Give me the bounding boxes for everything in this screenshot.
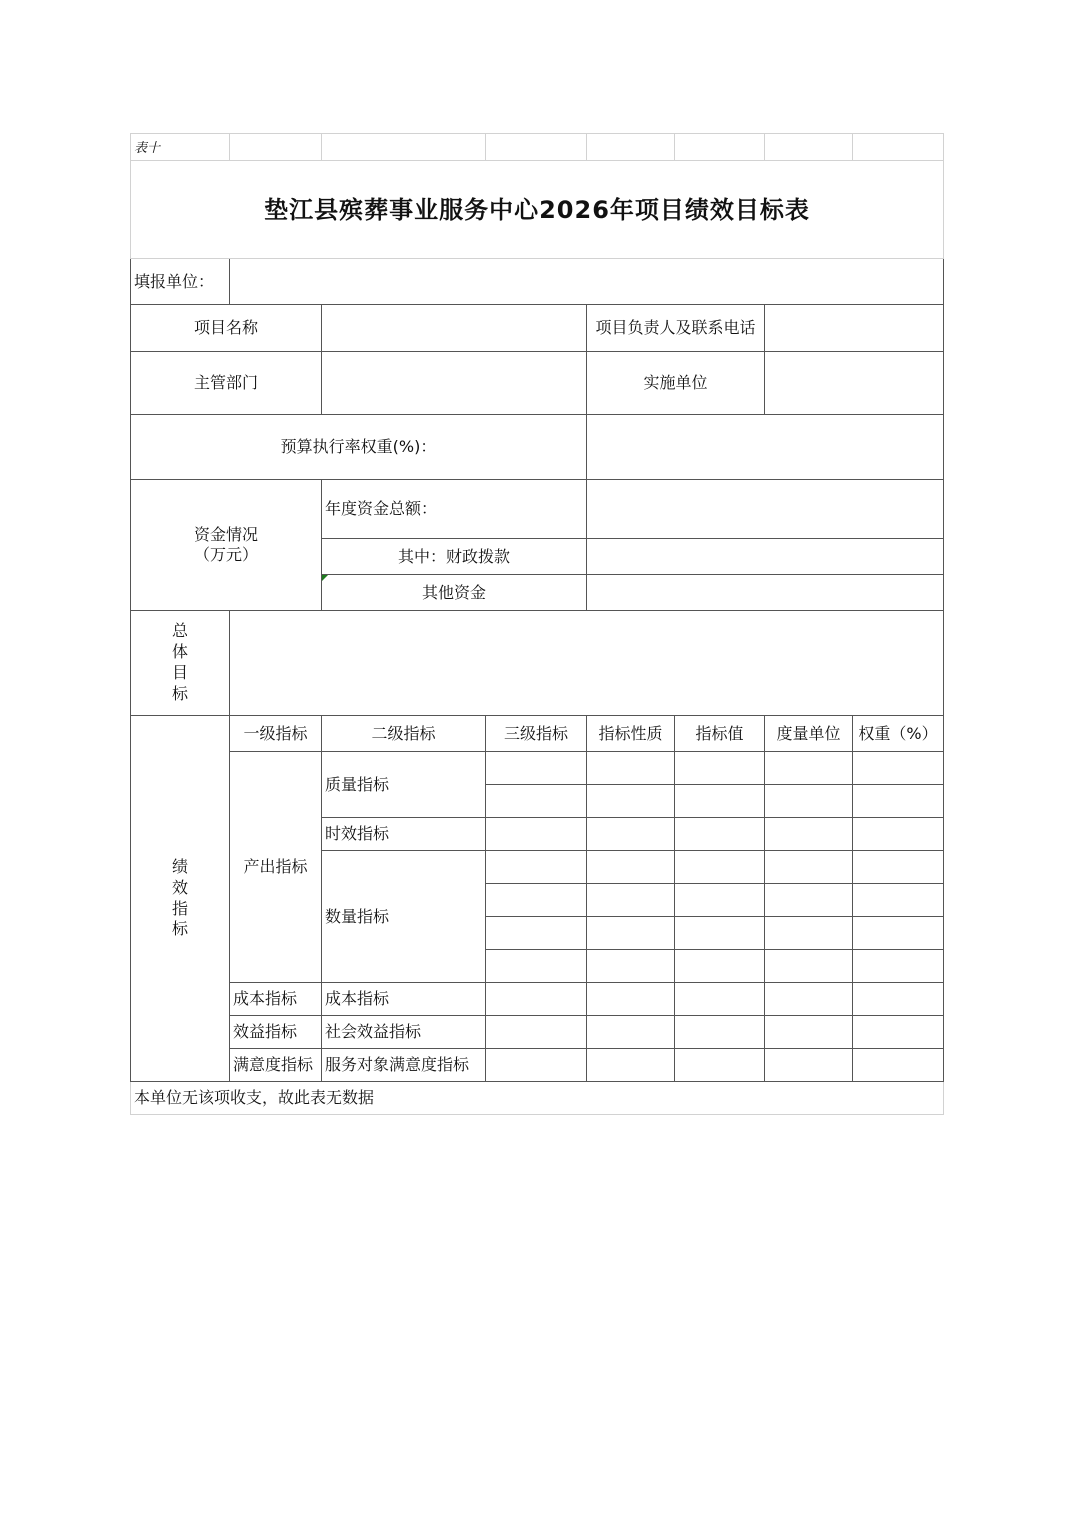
footer-note: 本单位无该项收支，故此表无数据 <box>131 1082 944 1115</box>
indicator-cell[interactable] <box>853 785 944 818</box>
department-value[interactable] <box>322 352 587 415</box>
header-value: 指标值 <box>675 716 765 752</box>
level1-output: 产出指标 <box>230 752 322 983</box>
indicator-cell[interactable] <box>765 950 853 983</box>
indicator-cell[interactable] <box>486 818 587 851</box>
department-label: 主管部门 <box>131 352 322 415</box>
project-name-label: 项目名称 <box>131 305 322 352</box>
funds-total-label: 年度资金总额： <box>322 480 587 539</box>
funds-label-line1: 资金情况 <box>193 525 258 544</box>
level1-benefit: 效益指标 <box>230 1016 322 1049</box>
indicator-cell[interactable] <box>765 851 853 884</box>
indicator-cell[interactable] <box>765 983 853 1016</box>
level2-quantity: 数量指标 <box>322 851 486 983</box>
fill-unit-value[interactable] <box>230 259 944 305</box>
header-unit: 度量单位 <box>765 716 853 752</box>
indicator-cell[interactable] <box>853 1016 944 1049</box>
indicator-cell[interactable] <box>853 818 944 851</box>
indicator-cell[interactable] <box>853 950 944 983</box>
indicator-cell[interactable] <box>486 752 587 785</box>
perf-indicator-label: 绩效指标 <box>131 716 230 1082</box>
level2-cost: 成本指标 <box>322 983 486 1016</box>
indicator-cell[interactable] <box>853 752 944 785</box>
budget-weight-value[interactable] <box>587 415 944 480</box>
funds-other-label: 其他资金 <box>322 575 587 611</box>
header-level2: 二级指标 <box>322 716 486 752</box>
indicator-cell[interactable] <box>765 884 853 917</box>
indicator-cell[interactable] <box>853 884 944 917</box>
indicator-cell[interactable] <box>486 917 587 950</box>
indicator-cell[interactable] <box>587 1049 675 1082</box>
funds-label <box>131 480 322 611</box>
indicator-cell[interactable] <box>486 1016 587 1049</box>
indicator-cell[interactable] <box>587 785 675 818</box>
indicator-cell[interactable] <box>486 1049 587 1082</box>
indicator-cell[interactable] <box>587 851 675 884</box>
header-nature: 指标性质 <box>587 716 675 752</box>
indicator-cell[interactable] <box>765 785 853 818</box>
table-number: 表十 <box>131 134 230 161</box>
implementer-value[interactable] <box>765 352 944 415</box>
indicator-cell[interactable] <box>486 950 587 983</box>
indicator-cell[interactable] <box>675 851 765 884</box>
indicator-cell[interactable] <box>675 818 765 851</box>
indicator-cell[interactable] <box>675 752 765 785</box>
level1-satisfaction: 满意度指标 <box>230 1049 322 1082</box>
project-leader-label: 项目负责人及联系电话 <box>587 305 765 352</box>
indicator-cell[interactable] <box>675 917 765 950</box>
indicator-cell[interactable] <box>587 884 675 917</box>
level2-satisfaction: 服务对象满意度指标 <box>322 1049 486 1082</box>
indicator-cell[interactable] <box>765 917 853 950</box>
indicator-cell[interactable] <box>675 1016 765 1049</box>
level2-social: 社会效益指标 <box>322 1016 486 1049</box>
page-title: 垫江县殡葬事业服务中心2026年项目绩效目标表 <box>131 161 944 259</box>
indicator-cell[interactable] <box>587 818 675 851</box>
funds-fiscal-label: 其中：财政拨款 <box>322 539 587 575</box>
indicator-cell[interactable] <box>486 983 587 1016</box>
funds-label-line2: （万元） <box>193 545 258 564</box>
indicator-cell[interactable] <box>853 983 944 1016</box>
indicator-cell[interactable] <box>853 1049 944 1082</box>
indicator-cell[interactable] <box>675 1049 765 1082</box>
indicator-cell[interactable] <box>486 884 587 917</box>
indicator-cell[interactable] <box>675 785 765 818</box>
indicator-cell[interactable] <box>853 917 944 950</box>
level2-quality: 质量指标 <box>322 752 486 818</box>
indicator-cell[interactable] <box>765 818 853 851</box>
indicator-cell[interactable] <box>853 851 944 884</box>
indicator-cell[interactable] <box>587 950 675 983</box>
overall-goal-value[interactable] <box>230 611 944 716</box>
header-level1: 一级指标 <box>230 716 322 752</box>
indicator-cell[interactable] <box>765 1016 853 1049</box>
indicator-cell[interactable] <box>587 752 675 785</box>
indicator-cell[interactable] <box>675 983 765 1016</box>
overall-goal-label: 总体目标 <box>131 611 230 716</box>
level1-cost: 成本指标 <box>230 983 322 1016</box>
funds-total-value[interactable] <box>587 480 944 539</box>
funds-fiscal-value[interactable] <box>587 539 944 575</box>
project-leader-value[interactable] <box>765 305 944 352</box>
indicator-cell[interactable] <box>765 752 853 785</box>
indicator-cell[interactable] <box>587 1016 675 1049</box>
indicator-cell[interactable] <box>675 950 765 983</box>
header-level3: 三级指标 <box>486 716 587 752</box>
implementer-label: 实施单位 <box>587 352 765 415</box>
performance-goal-table <box>130 133 944 1115</box>
indicator-cell[interactable] <box>486 785 587 818</box>
budget-weight-label: 预算执行率权重(%)： <box>131 415 587 480</box>
level2-timeliness: 时效指标 <box>322 818 486 851</box>
indicator-cell[interactable] <box>675 884 765 917</box>
indicator-cell[interactable] <box>587 983 675 1016</box>
indicator-cell[interactable] <box>486 851 587 884</box>
funds-other-value[interactable] <box>587 575 944 611</box>
project-name-value[interactable] <box>322 305 587 352</box>
fill-unit-label: 填报单位： <box>131 259 230 305</box>
indicator-cell[interactable] <box>765 1049 853 1082</box>
indicator-cell[interactable] <box>587 917 675 950</box>
header-weight: 权重（%） <box>853 716 944 752</box>
